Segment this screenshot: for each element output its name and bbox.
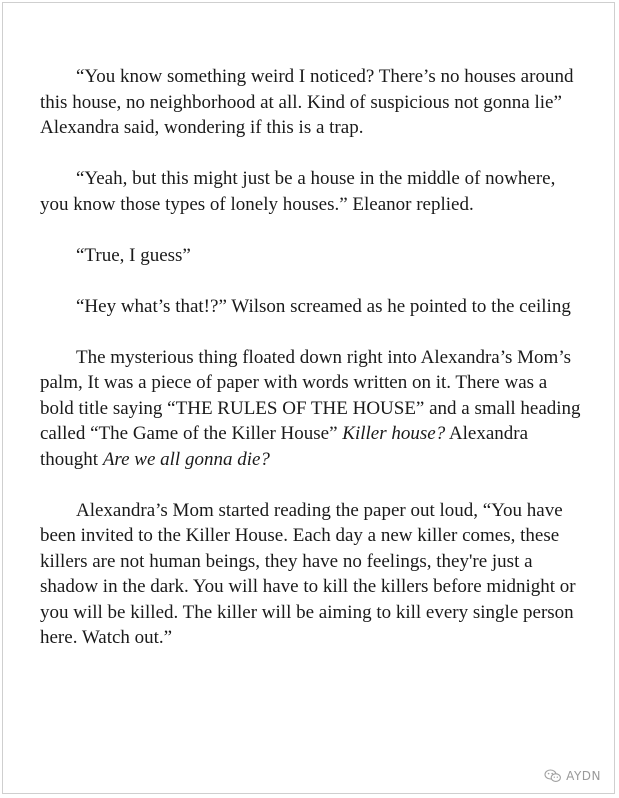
document-page	[2, 2, 615, 794]
paragraph-text: Alexandra thought	[40, 423, 529, 470]
watermark	[544, 769, 601, 783]
wechat-icon	[544, 769, 562, 783]
paragraph: “You know something weird I noticed? There’s no houses around this house, no neighborhood at all. Kind of suspicious not gonna lie” Alexandra said, wondering if this is a trap.	[40, 66, 574, 138]
paragraph-text: The mysterious thing floated down right into Alexandra’s Mom’s palm, It was a piece of paper with words written on it. There was a bold title saying “THE RULES OF THE HOUSE” and a small heading called “The Game of the Killer House”	[40, 346, 581, 444]
paragraph: “True, I guess”	[76, 244, 191, 266]
story-text	[40, 64, 585, 651]
paragraph: Alexandra’s Mom started reading the paper out loud, “You have been invited to the Killer House. Each day a new killer comes, these killers are not human beings, they have no feelings, they're just a shadow in the dark. You will have to kill the killers before midnight or you will be killed. The killer will be aiming to kill every single person here. Watch out.”	[40, 499, 576, 648]
watermark-label: AYDN	[566, 769, 601, 783]
italic-thought: Are we all gonna die?	[102, 448, 270, 470]
paragraph: “Yeah, but this might just be a house in the middle of nowhere, you know those types of lonely houses.” Eleanor replied.	[40, 168, 556, 215]
paragraph: “Hey what’s that!?” Wilson screamed as he pointed to the ceiling	[76, 295, 571, 317]
italic-thought: Killer house?	[342, 423, 446, 444]
paragraph-with-italics	[40, 345, 585, 473]
